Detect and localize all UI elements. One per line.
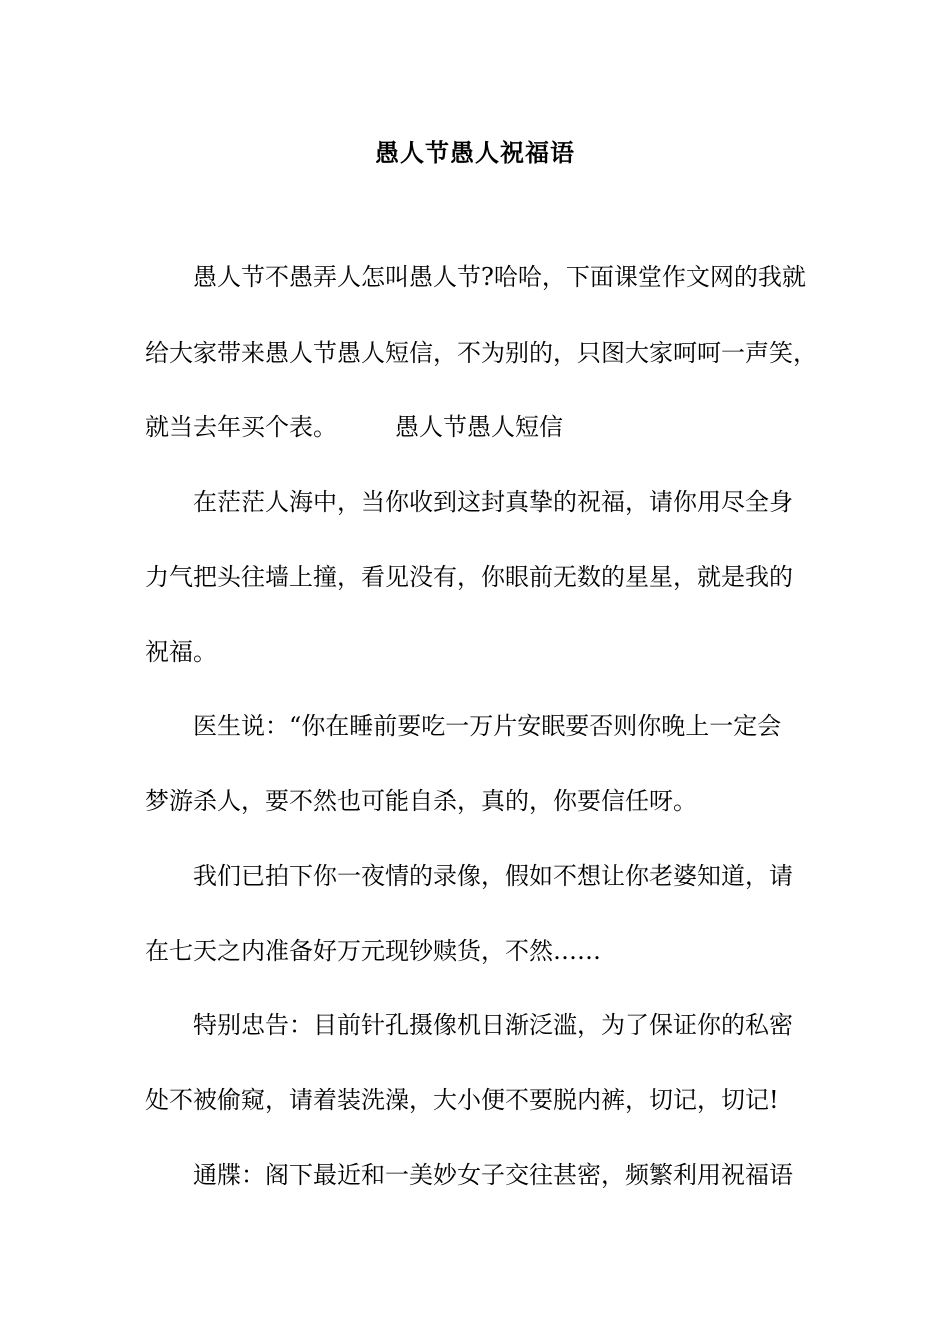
paragraph-2-line-2: 力气把头往墙上撞，看见没有，你眼前无数的星星，就是我的 <box>145 563 793 591</box>
paragraph-1-line-3 <box>145 412 825 442</box>
paragraph-2-line-3: 祝福。 <box>145 638 217 666</box>
paragraph-4-line-2: 在七天之内准备好万元现钞赎货，不然…… <box>145 937 601 965</box>
paragraph-3-line-2: 梦游杀人，要不然也可能自杀，真的，你要信任呀。 <box>145 787 697 815</box>
paragraph-5-line-2: 处不被偷窥，请着装洗澡，大小便不要脱内裤，切记，切记! <box>145 1086 779 1114</box>
inline-heading: 愚人节愚人短信 <box>395 413 563 441</box>
paragraph-3-line-1: 医生说：“你在睡前要吃一万片安眠要否则你晚上一定会 <box>193 712 782 740</box>
paragraph-1-line-1: 愚人节不愚弄人怎叫愚人节?哈哈，下面课堂作文网的我就 <box>193 263 806 291</box>
document-title: 愚人节愚人祝福语 <box>375 138 575 167</box>
paragraph-5-line-1: 特别忠告：目前针孔摄像机日渐泛滥，为了保证你的私密 <box>193 1011 793 1039</box>
paragraph-1-line-2: 给大家带来愚人节愚人短信，不为别的，只图大家呵呵一声笑， <box>145 339 817 367</box>
paragraph-2-line-1: 在茫茫人海中，当你收到这封真挚的祝福，请你用尽全身 <box>193 488 793 516</box>
paragraph-4-line-1: 我们已拍下你一夜情的录像，假如不想让你老婆知道，请 <box>193 862 793 890</box>
paragraph-1-line-3-text: 就当去年买个表。 <box>145 413 337 441</box>
paragraph-6-line-1: 通牒：阁下最近和一美妙女子交往甚密，频繁利用祝福语 <box>193 1161 793 1189</box>
